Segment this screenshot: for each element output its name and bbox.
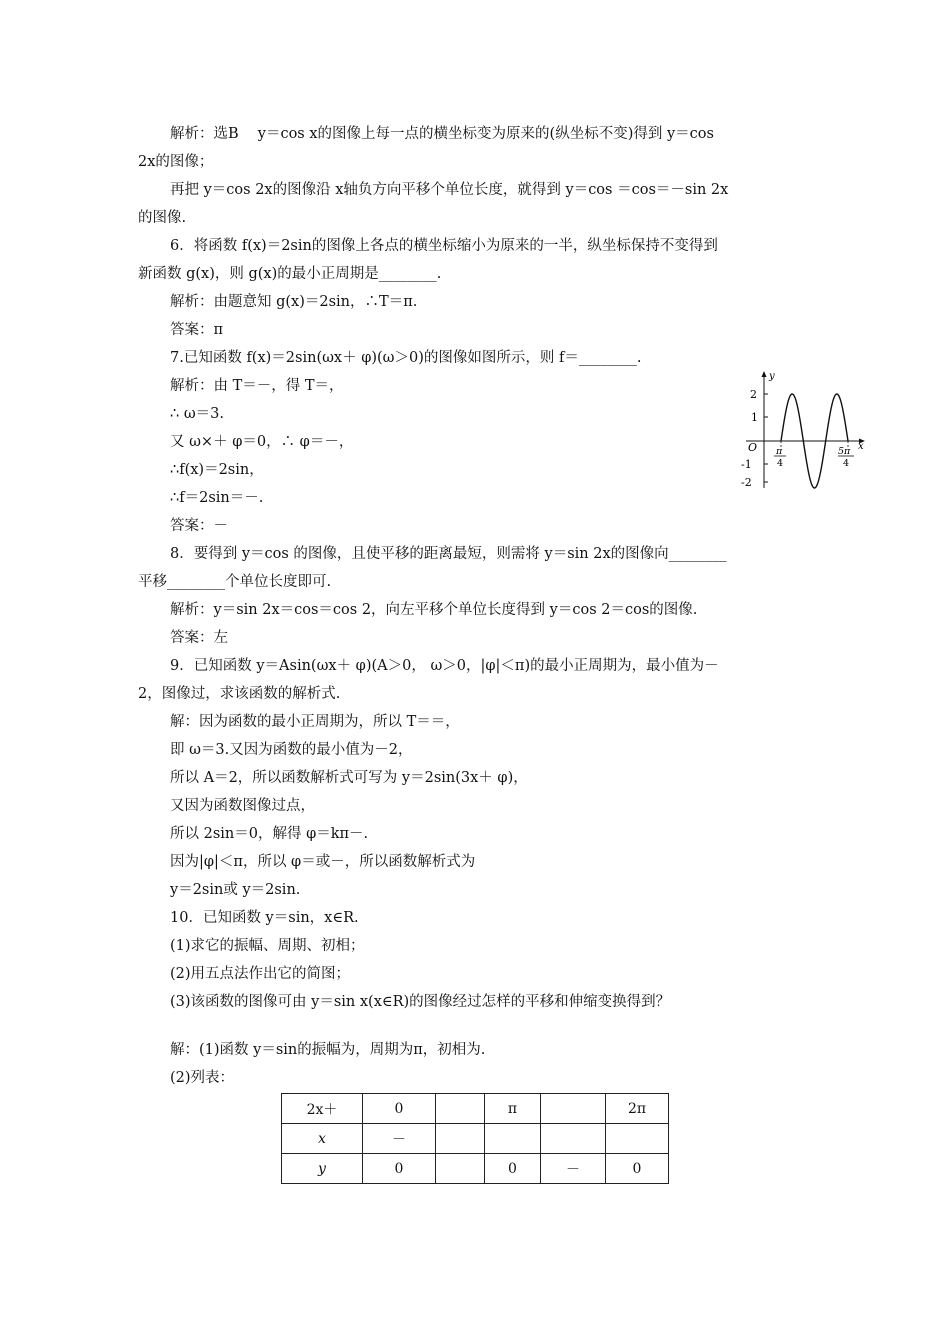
table-cell [485,1124,541,1154]
text-line: ∴f＝2sin＝－. [170,490,264,506]
table-cell [436,1124,485,1154]
text-line: 又因为函数图像过点， [170,798,315,814]
text-line: 所以 2sin＝0，解得 φ＝kπ－. [170,826,369,842]
table-cell [541,1124,606,1154]
sine-graph-figure [738,370,868,495]
y-tick-label: 1 [751,411,758,424]
question-7: 7.已知函数 f(x)＝2sin(ωx＋ φ)(ω＞0)的图像如图所示，则 f＝________. [170,350,642,366]
table-cell: 0 [485,1154,541,1184]
x-tick-denominator: 4 [843,458,850,469]
x-axis-label: x [858,441,864,452]
table-cell [541,1094,606,1124]
text-line: 2，图像过，求该函数的解析式. [138,686,341,702]
question-8: 8．要得到 y＝cos 的图像，且使平移的距离最短，则需将 y＝sin 2x的图像向________ [170,546,727,562]
text-line: 因为|φ|＜π，所以 φ＝或－，所以函数解析式为 [170,854,476,870]
answer-line: 答案：－ [170,518,228,534]
x-tick-denominator: 4 [777,458,784,469]
y-tick-label: -2 [741,476,752,489]
text-line: y＝2sin或 y＝2sin. [170,882,301,898]
table-cell: 2π [606,1094,669,1124]
text-line: (2)用五点法作出它的简图； [170,966,351,982]
table-cell: 0 [606,1154,669,1184]
text-line: 解析：y＝sin 2x＝cos＝cos 2，向左平移个单位长度得到 y＝cos 2＝cos的图像. [170,602,698,618]
text-line: 的图像. [138,210,187,226]
text-line: 解：因为函数的最小正周期为，所以 T＝＝， [170,714,460,730]
question-6: 6．将函数 f(x)＝2sin的图像上各点的横坐标缩小为原来的一半，纵坐标保持不变得到 [170,238,718,254]
x-tick-numerator: 5π [838,446,851,457]
text-line: 解：(1)函数 y＝sin的振幅为，周期为π，初相为. [170,1042,486,1058]
text-line: ∴f(x)＝2sin， [170,462,264,478]
text-line: 新函数 g(x)，则 g(x)的最小正周期是________. [138,266,442,282]
question-9: 9．已知函数 y＝Asin(ωx＋ φ)(A＞0， ω＞0，|φ|＜π)的最小正周期为，最小值为－ [170,658,719,674]
table-row [282,1124,669,1154]
text-line: 再把 y＝cos 2x的图像沿 x轴负方向平移个单位长度，就得到 y＝cos ＝cos＝－sin 2x [170,182,729,198]
text-line: 平移________个单位长度即可. [138,574,332,590]
text-line: 即 ω＝3.又因为函数的最小值为－2， [170,742,413,758]
text-line: 解析：由 T＝－，得 T＝， [170,378,344,394]
text-line: 解析：由题意知 g(x)＝2sin，∴T＝π. [170,294,418,310]
text-line: ∴ ω＝3. [170,406,224,422]
table-cell: 2x＋ [282,1094,363,1124]
text-line: 2x的图像； [138,154,214,170]
text-line: (1)求它的振幅、周期、初相； [170,938,365,954]
text-line: (3)该函数的图像可由 y＝sin x(x∈R)的图像经过怎样的平移和伸缩变换得到？ [170,994,671,1010]
y-axis-arrow-icon [762,371,767,377]
table-cell: － [541,1154,606,1184]
y-tick-label: 2 [750,388,757,401]
table-cell [436,1154,485,1184]
origin-label: O [748,441,758,454]
table-row [282,1154,669,1184]
table-cell: 0 [363,1154,436,1184]
question-10: 10．已知函数 y＝sin，x∈R. [170,910,359,926]
text-line: 所以 A＝2，所以函数解析式可写为 y＝2sin(3x＋ φ)， [170,770,528,786]
table-cell: 0 [363,1094,436,1124]
table-cell: π [485,1094,541,1124]
answer-line: 答案：左 [170,630,228,646]
y-tick-label: -1 [741,458,752,471]
table-cell [436,1094,485,1124]
text-line: 解析：选B y＝cos x的图像上每一点的横坐标变为原来的(纵坐标不变)得到 y＝cos [170,126,714,142]
answer-line: 答案：π [170,322,224,338]
table-cell: x [282,1124,363,1154]
table-cell: － [363,1124,436,1154]
text-line: 又 ω×＋ φ＝0，∴ φ＝－， [170,434,354,450]
text-line: (2)列表： [170,1070,235,1086]
y-axis-label: y [769,371,775,382]
table-cell: y [282,1154,363,1184]
table-row [282,1094,669,1124]
x-tick-numerator: π [776,446,783,457]
table-cell [606,1124,669,1154]
five-point-table [281,1093,669,1184]
